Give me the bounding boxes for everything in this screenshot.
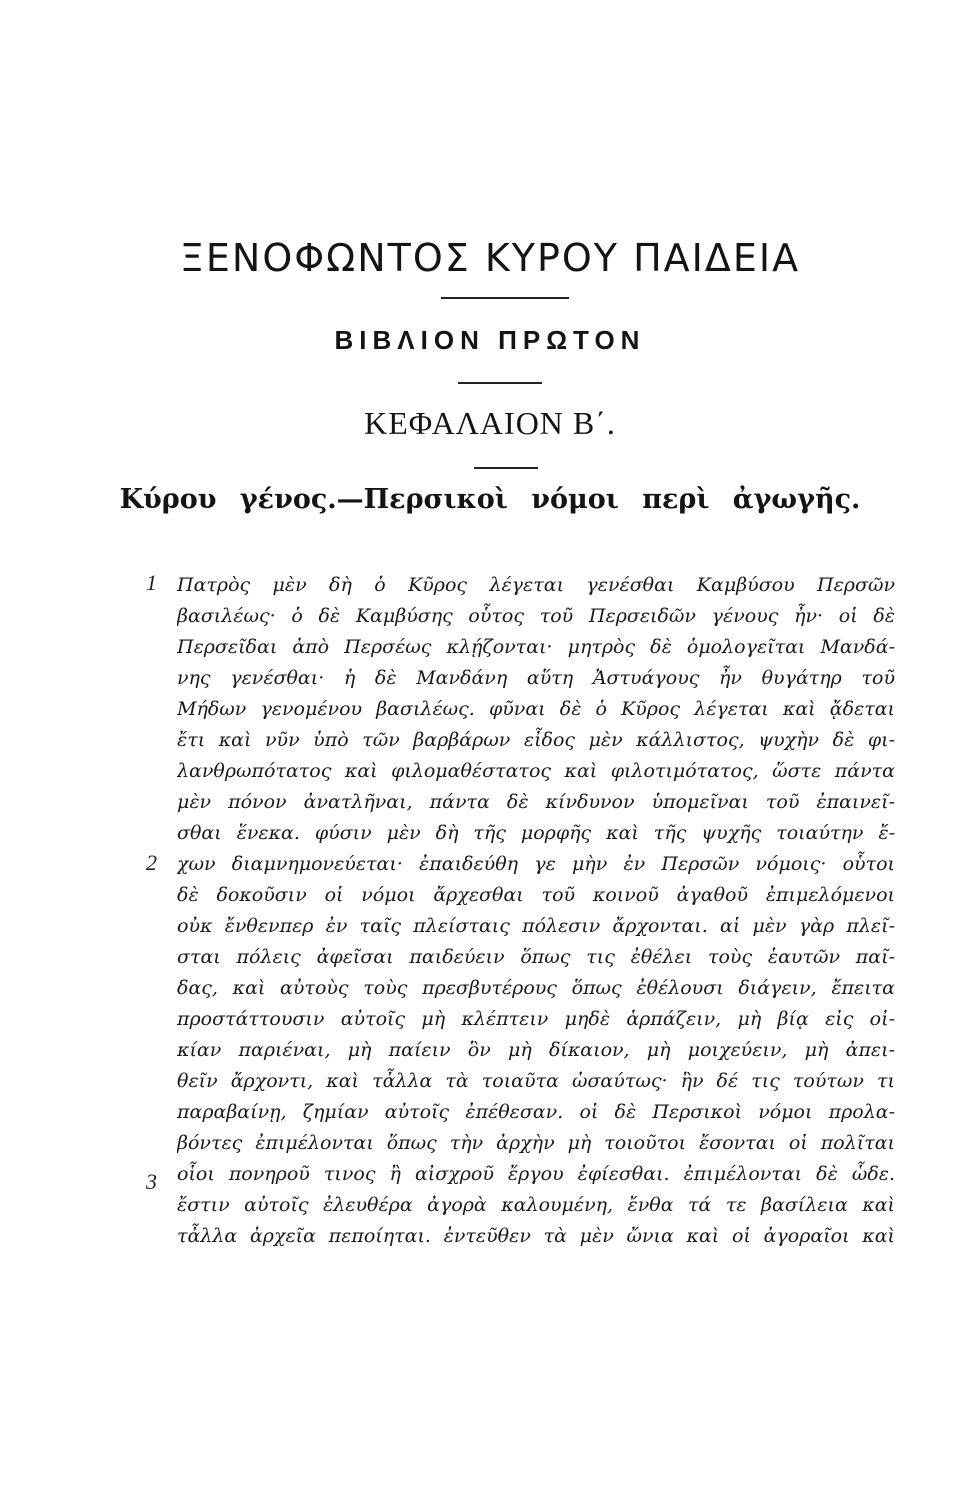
text-line: βασιλέως· ὁ δὲ Καμβύσης οὗτος τοῦ Περσειδῶν γένους ἦν· οἱ δὲ — [177, 605, 895, 627]
book-rule — [458, 382, 542, 384]
text-line: προστάττουσιν αὐτοῖς μὴ κλέπτειν μηδὲ ἁρπάζειν, μὴ βίᾳ εἰς οἰ- — [177, 1008, 895, 1030]
text-line: παραβαίνῃ, ζημίαν αὐτοῖς ἐπέθεσαν. οἱ δὲ Περσικοὶ νόμοι προλα- — [177, 1101, 895, 1123]
text-line: τἆλλα ἀρχεῖα πεποίηται. ἐντεῦθεν τὰ μὲν ὤνια καὶ οἱ ἀγοραῖοι καὶ — [177, 1225, 895, 1247]
text-line: δὲ δοκοῦσιν οἱ νόμοι ἄρχεσθαι τοῦ κοινοῦ ἀγαθοῦ ἐπιμελόμενοι — [177, 884, 895, 906]
book-label: ΒΙΒΛΙΟΝ ΠΡΩΤΟΝ — [334, 325, 646, 355]
text-line: σθαι ἕνεκα. φύσιν μὲν δὴ τῆς μορφῆς καὶ τῆς ψυχῆς τοιαύτην ἔ- — [177, 822, 895, 844]
body-text — [177, 570, 895, 1252]
text-line: λανθρωπότατος καὶ φιλομαθέστατος καὶ φιλοτιμότατος, ὥστε πάντα — [177, 760, 895, 782]
section-number: 1 — [146, 570, 157, 595]
text-line: Μήδων γενομένου βασιλέως. φῦναι δὲ ὁ Κῦρος λέγεται καὶ ᾄδεται — [177, 698, 895, 720]
text-line: ἔστιν αὐτοῖς ἐλευθέρα ἀγορὰ καλουμένη, ἔνθα τά τε βασίλεια καὶ — [177, 1194, 895, 1216]
title-rule — [441, 297, 569, 299]
text-line: χων διαμνημονεύεται· ἐπαιδεύθη γε μὴν ἐν Περσῶν νόμοις· οὗτοι — [177, 853, 895, 875]
section-number: 3 — [146, 1169, 157, 1194]
text-line: νης γενέσθαι· ἡ δὲ Μανδάνη αὕτη Ἀστυάγους ἦν θυγάτηρ τοῦ — [177, 667, 895, 689]
text-line: Πατρὸς μὲν δὴ ὁ Κῦρος λέγεται γενέσθαι Καμβύσου Περσῶν — [177, 574, 895, 596]
text-line: μὲν πόνον ἀνατλῆναι, πάντα δὲ κίνδυνον ὑπομεῖναι τοῦ ἐπαινεῖ- — [177, 791, 895, 813]
chapter-rule — [474, 467, 538, 469]
text-line: οὐκ ἔνθενπερ ἐν ταῖς πλείσταις πόλεσιν ἄρχονται. αἱ μὲν γὰρ πλεῖ- — [177, 915, 895, 937]
chapter-label: ΚΕΦΑΛΑΙΟΝ Β΄. — [364, 405, 616, 441]
text-line: δας, καὶ αὐτοὺς τοὺς πρεσβυτέρους ὅπως ἐθέλουσι διάγειν, ἔπειτα — [177, 977, 895, 999]
text-line: σται πόλεις ἀφεῖσαι παιδεύειν ὅπως τις ἐθέλει τοὺς ἑαυτῶν παῖ- — [177, 946, 895, 968]
work-title: ΞΕΝΟΦΩΝΤΟΣ ΚΥΡΟΥ ΠΑΙΔΕΙΑ — [179, 236, 801, 280]
text-line: θεῖν ἄρχοντι, καὶ τἆλλα τὰ τοιαῦτα ὡσαύτως· ἢν δέ τις τούτων τι — [177, 1070, 895, 1092]
text-line: Περσεῖδαι ἀπὸ Περσέως κλῄζονται· μητρὸς δὲ ὁμολογεῖται Μανδά- — [177, 636, 895, 658]
text-line: ἔτι καὶ νῦν ὑπὸ τῶν βαρβάρων εἶδος μὲν κάλλιστος, ψυχὴν δὲ φι- — [177, 729, 895, 751]
text-line: κίαν παριέναι, μὴ παίειν ὃν μὴ δίκαιον, μὴ μοιχεύειν, μὴ ἀπει- — [177, 1039, 895, 1061]
text-line: βόντες ἐπιμέλονται ὅπως τὴν ἀρχὴν μὴ τοιοῦτοι ἔσονται οἱ πολῖται — [177, 1132, 895, 1154]
section-number: 2 — [146, 850, 157, 875]
text-line: οἷοι πονηροῦ τινος ἢ αἰσχροῦ ἔργου ἐφίεσθαι. ἐπιμέλονται δὲ ὧδε. — [177, 1163, 895, 1185]
chapter-heading: Κύρου γένος.—Περσικοὶ νόμοι περὶ ἀγωγῆς. — [119, 484, 861, 515]
